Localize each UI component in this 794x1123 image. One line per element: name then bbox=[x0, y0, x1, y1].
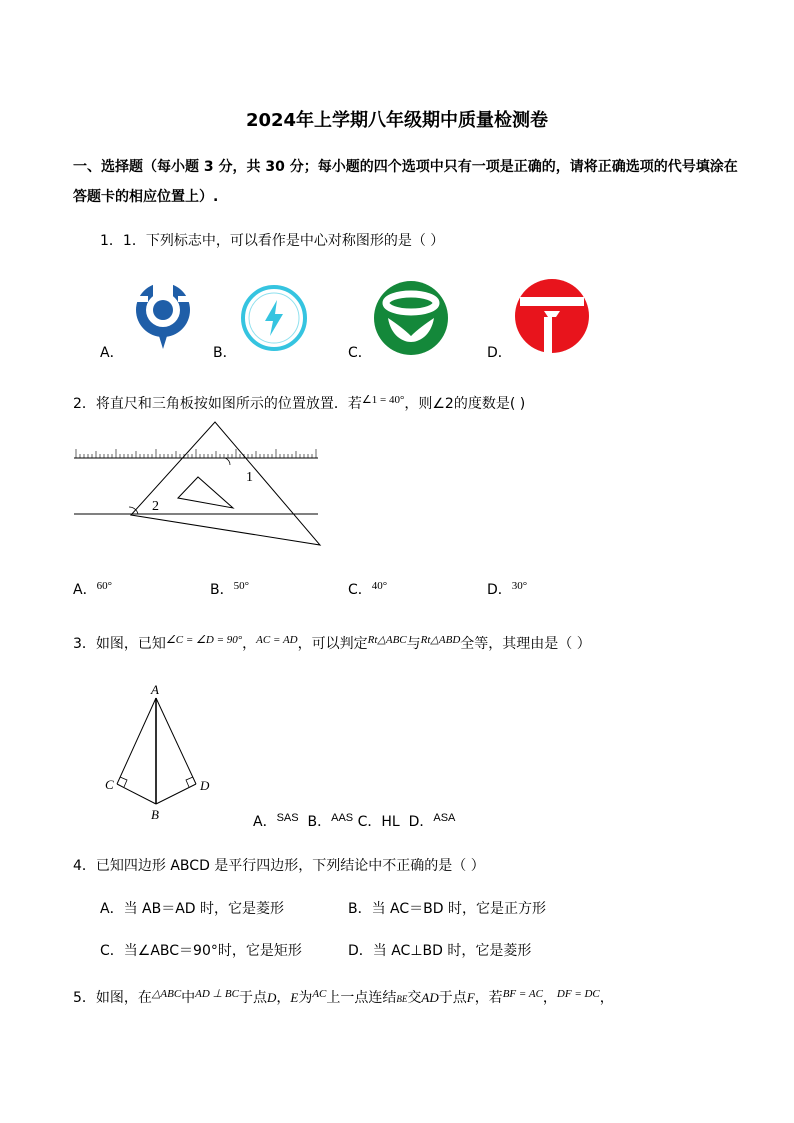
q1-text: 1．1．下列标志中，可以看作是中心对称图形的是（ ） bbox=[100, 233, 445, 249]
q2-option-c: C．$^{40^\circ}$ bbox=[348, 580, 388, 598]
q1-option-a-label: A． bbox=[100, 345, 124, 361]
q5-text: 5．如图，在$^{\triangle ABC}$中$^{AD \perp BC}$于点D，E为$^{AC}$上一点连结BE交AD于点F，若$^{BF = AC}$，$^{DF = DC}$， bbox=[73, 988, 614, 1006]
q3-options: A．$^{SAS}$ B．$^{AAS}$ C．HL D．$^{ASA}$ bbox=[253, 812, 456, 830]
logo-c-icon bbox=[373, 280, 449, 356]
fig-vertex-a: A bbox=[151, 682, 159, 697]
section-instructions-line2: 答题卡的相应位置上）. bbox=[73, 189, 219, 205]
q2-option-d: D．$^{30^\circ}$ bbox=[487, 580, 528, 598]
q4-option-c: C．当∠ABC＝90°时，它是矩形 bbox=[100, 943, 302, 959]
q4-option-b: B．当 AC＝BD 时，它是正方形 bbox=[348, 901, 546, 917]
q1-option-b-label: B． bbox=[213, 345, 237, 361]
logo-d-icon bbox=[514, 277, 590, 355]
q2-angle-expr: ∠1 = 40° bbox=[361, 394, 405, 406]
fig-vertex-b: B bbox=[151, 807, 159, 822]
q4-option-d: D．当 AC⊥BD 时，它是菱形 bbox=[348, 943, 532, 959]
q3-text: 3．如图，已知$^{\angle C = \angle D = 90^\circ}$，$^{AC = AD}$，可以判定$^{Rt\triangle ABC}$与$^{Rt\triangle ABD}$全等，其理由是（ ） bbox=[73, 634, 591, 652]
logo-a-icon bbox=[124, 280, 202, 350]
fig-angle-2-label: 2 bbox=[152, 499, 159, 514]
q1-option-d-label: D． bbox=[487, 345, 512, 361]
q4-option-a: A．当 AB＝AD 时，它是菱形 bbox=[100, 901, 285, 917]
q4-text: 4．已知四边形 ABCD 是平行四边形，下列结论中不正确的是（ ） bbox=[73, 858, 485, 874]
q2-option-a: A．$^{60^\circ}$ bbox=[73, 580, 112, 598]
fig-angle-1-label: 1 bbox=[246, 470, 253, 485]
q2-option-b: B．$^{50^\circ}$ bbox=[210, 580, 250, 598]
section-instructions-line1: 一、选择题（每小题 3 分，共 30 分；每小题的四个选项中只有一项是正确的，请将正确选项的代号填涂在 bbox=[73, 159, 738, 175]
q1-option-c-label: C． bbox=[348, 345, 372, 361]
triangle-abcd-figure bbox=[100, 680, 220, 825]
fig-vertex-d: D bbox=[200, 778, 210, 793]
q2-text: 2．将直尺和三角板按如图所示的位置放置．若$^{\angle 1 = 40^\circ}$，则∠2的度数是( ) bbox=[73, 394, 526, 412]
page-title: 2024年上学期八年级期中质量检测卷 bbox=[245, 110, 549, 131]
fig-vertex-c: C bbox=[105, 777, 114, 792]
ruler-triangle-figure bbox=[70, 410, 322, 550]
logo-b-lightning-icon bbox=[240, 284, 308, 352]
